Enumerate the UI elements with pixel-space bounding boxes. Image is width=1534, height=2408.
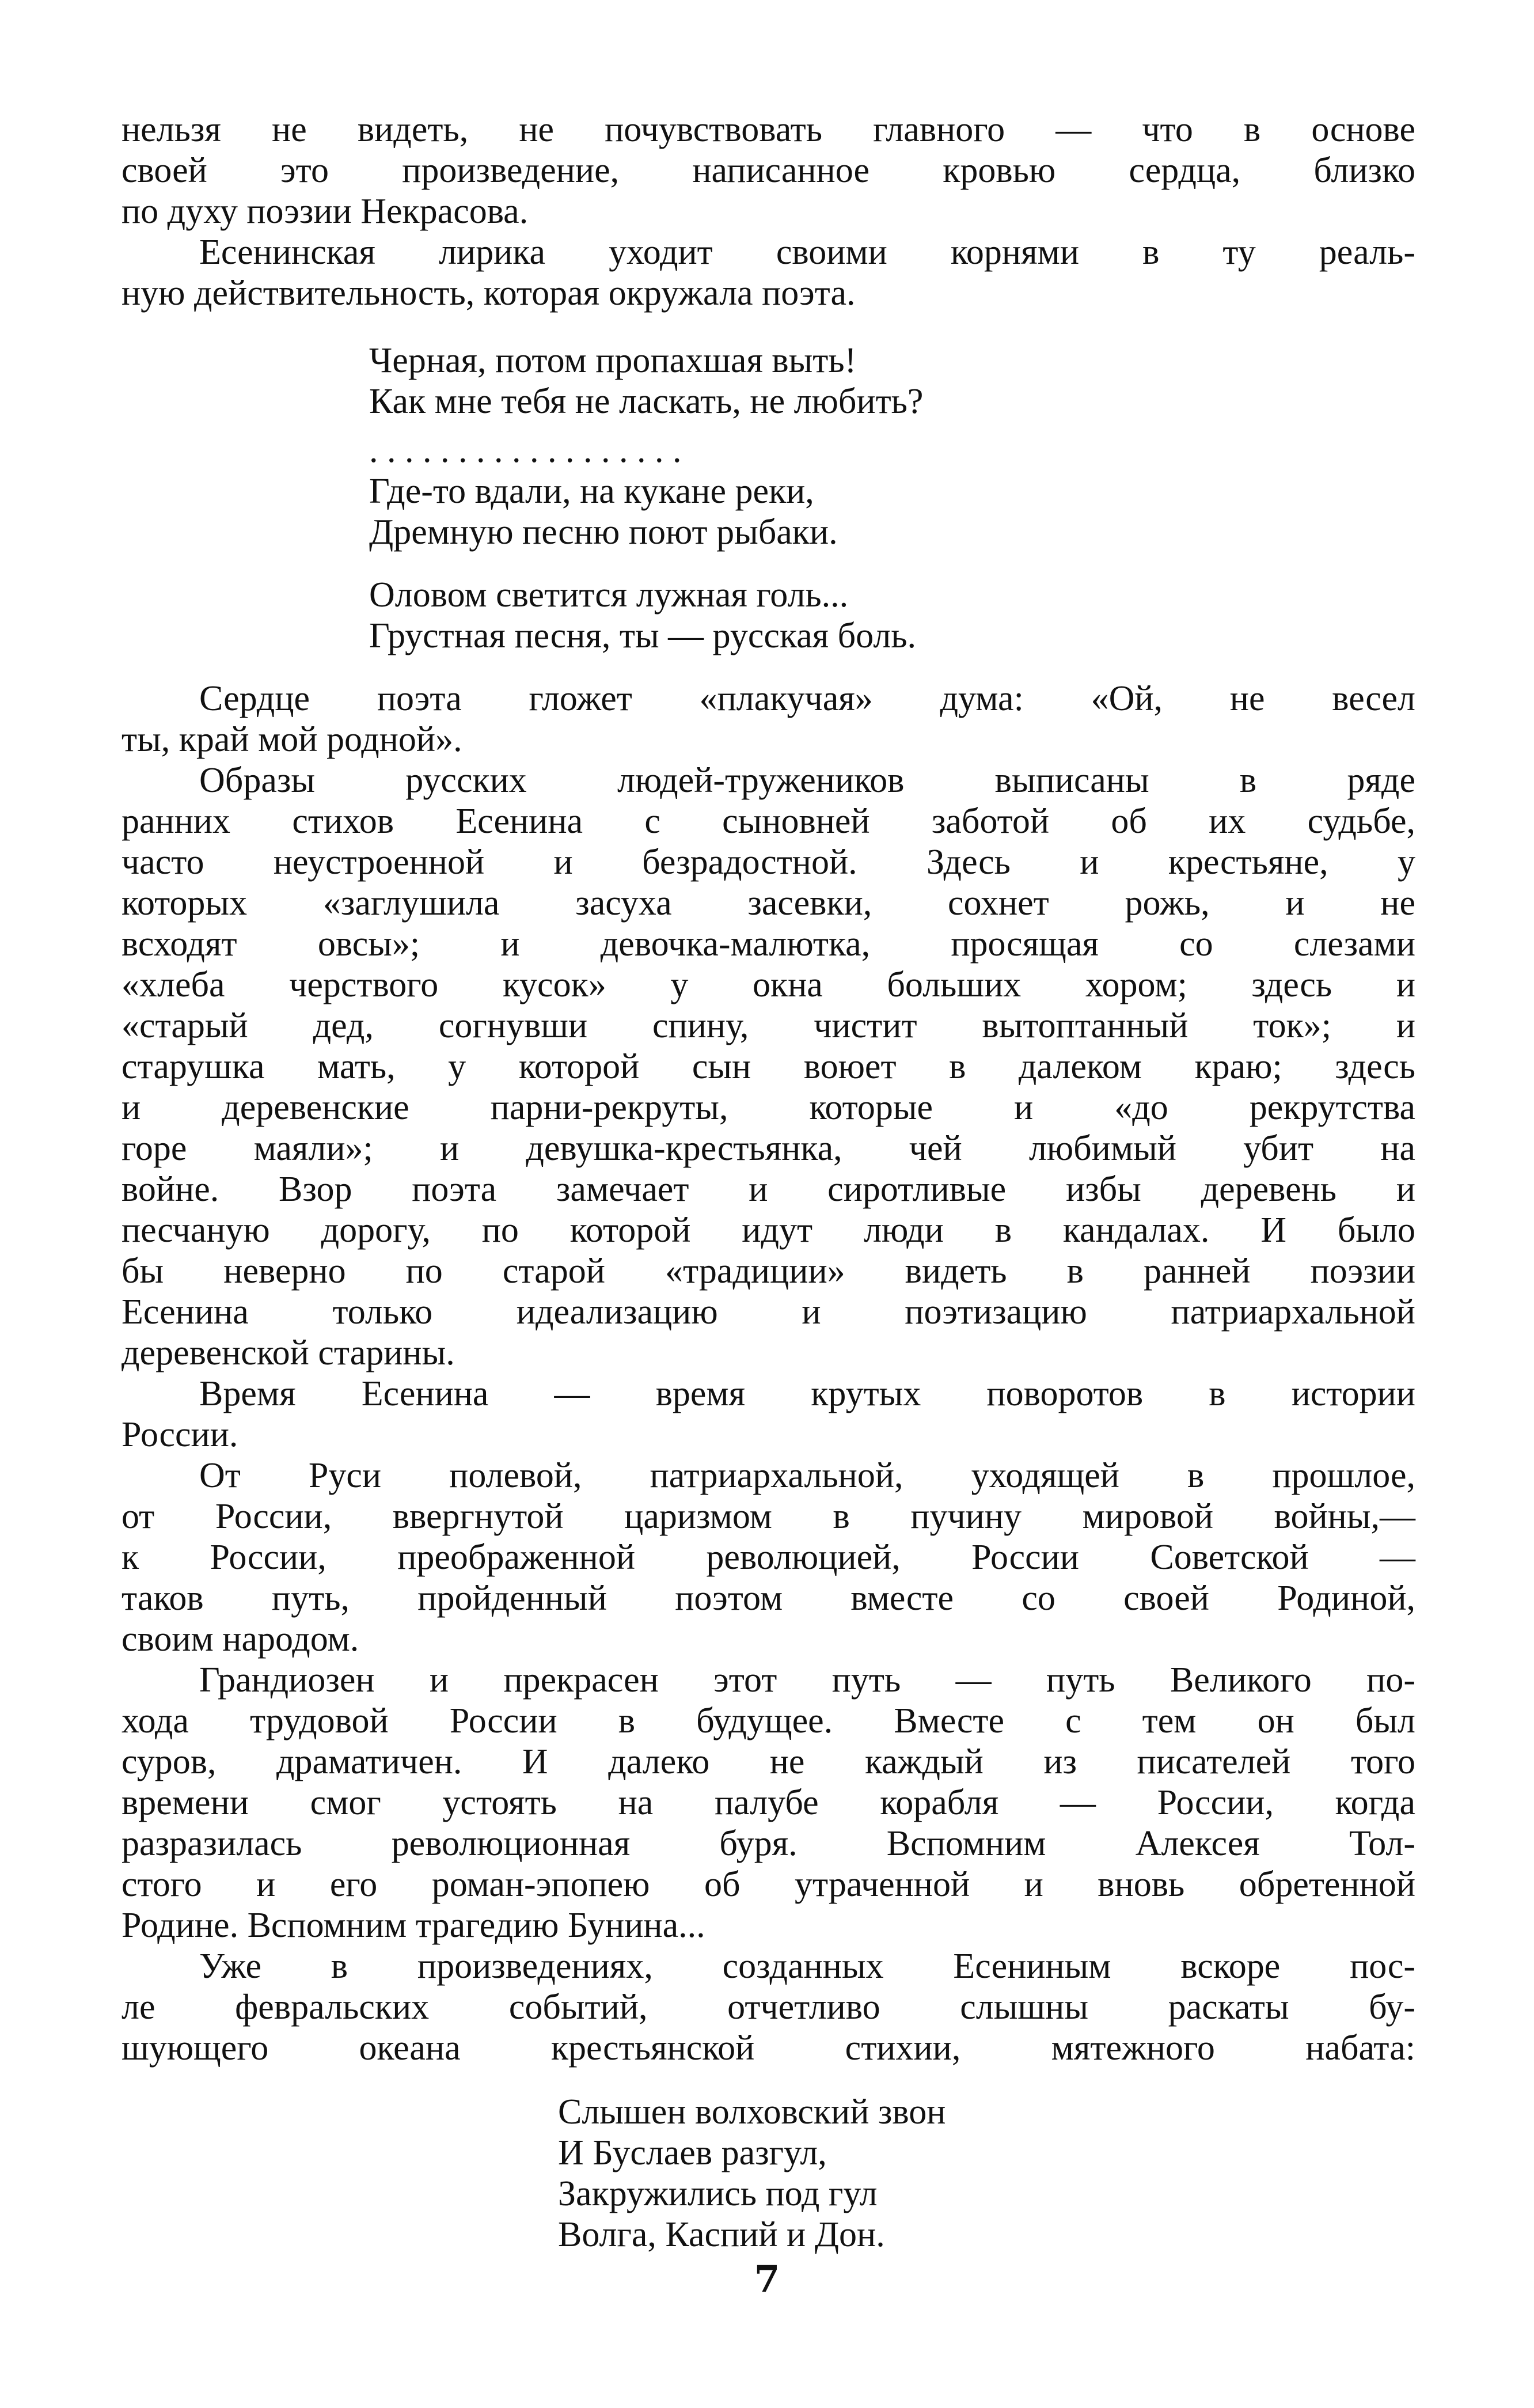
text-line: стого и его роман-эпопею об утраченной и вновь обретенной [121,1865,1415,1904]
poem-quote-1 [369,340,1415,657]
paragraph-8 [121,1946,1415,2069]
text-line: песчаную дорогу, по которой идут люди в кандалах. И было [121,1211,1415,1250]
paragraph-4 [121,760,1415,1374]
paragraph-2 [121,232,1415,314]
poem-line: Черная, потом пропахшая выть! [369,341,857,380]
text-line: всходят овсы»; и девочка-малютка, просящая со слезами [121,924,1415,964]
poem-stanza-2 [369,471,1415,553]
text-line: горе маяли»; и девушка-крестьянка, чей любимый убит на [121,1129,1415,1168]
text-line: «хлеба черствого кусок» у окна больших хором; здесь и [121,965,1415,1004]
poem-line: Дремную песню поют рыбаки. [369,513,838,552]
poem-line: Как мне тебя не ласкать, не любить? [369,382,924,421]
text-line: от России, ввергнутой царизмом в пучину мировой войны,— [121,1497,1415,1536]
text-line: войне. Взор поэта замечает и сиротливые избы деревень и [121,1170,1415,1209]
paragraph-3 [121,678,1415,760]
text-line: ты, край мой родной». [121,720,462,759]
paragraph-7 [121,1660,1415,1946]
poem-stanza-1 [369,340,1415,422]
text-line: и деревенские парни-рекруты, которые и «до рекрутства [121,1088,1415,1127]
paragraph-5 [121,1374,1415,1455]
page-number: 7 [754,2258,780,2301]
text-line: Время Есенина — время крутых поворотов в истории [199,1374,1415,1413]
text-line: хода трудовой России в будущее. Вместе с тем он был [121,1701,1415,1740]
text-line: Есенина только идеализацию и поэтизацию патриархальной [121,1292,1415,1332]
text-line: Уже в произведениях, созданных Есениным вскоре пос- [199,1947,1415,1986]
text-line: своим народом. [121,1620,359,1659]
poem-line: И Буслаев разгул, [558,2133,827,2172]
poem-line: Волга, Каспий и Дон. [558,2215,885,2254]
text-line: Образы русских людей-тружеников выписаны в ряде [199,761,1415,800]
text-line: разразилась революционная буря. Вспомним Алексея Тол- [121,1824,1415,1863]
poem-line: Слышен волховский звон [558,2092,946,2132]
text-line: нельзя не видеть, не почувствовать главного — что в основе [121,110,1415,149]
text-line: От Руси полевой, патриархальной, уходящей в прошлое, [199,1456,1415,1495]
text-line: деревенской старины. [121,1333,455,1372]
text-line: суров, драматичен. И далеко не каждый из писателей того [121,1742,1415,1781]
text-line: по духу поэзии Некрасова. [121,192,529,231]
text-line: которых «заглушила засуха засевки, сохнет рожь, и не [121,883,1415,923]
poem-stanza-3 [369,575,1415,657]
text-line: часто неустроенной и безрадостной. Здесь и крестьяне, у [121,843,1415,882]
text-line: своей это произведение, написанное кровью сердца, близко [121,151,1415,190]
text-line: старушка мать, у которой сын воюет в далеком краю; здесь [121,1047,1415,1086]
text-line: таков путь, пройденный поэтом вместе со своей Родиной, [121,1579,1415,1618]
poem-line: Закружились под гул [558,2174,878,2213]
text-line: ле февральских событий, отчетливо слышны раскаты бу- [121,1988,1415,2027]
text-line: времени смог устоять на палубе корабля — России, когда [121,1783,1415,1822]
text-line: Родине. Вспомним трагедию Бунина... [121,1906,705,1945]
poem-line: Где-то вдали, на кукане реки, [369,472,814,511]
text-line: ранних стихов Есенина с сыновней заботой об их судьбе, [121,802,1415,841]
page-body [121,109,1415,2255]
poem-quote-2 [558,2092,1415,2255]
poem-line: Оловом светится лужная голь... [369,575,849,615]
text-line: Есенинская лирика уходит своими корнями в ту реаль- [199,233,1415,272]
text-line: Грандиозен и прекрасен этот путь — путь Великого по- [199,1660,1415,1700]
text-line: России. [121,1415,238,1454]
text-line: бы неверно по старой «традиции» видеть в ранней поэзии [121,1252,1415,1291]
text-line: ную действительность, которая окружала поэта. [121,274,856,313]
paragraph-1 [121,109,1415,232]
ellipsis-dots: . . . . . . . . . . . . . . . . . . [369,431,682,470]
poem-line: Грустная песня, ты — русская боль. [369,616,917,655]
text-line: Сердце поэта гложет «плакучая» дума: «Ой, не весел [199,679,1415,718]
text-line: «старый дед, согнувши спину, чистит вытоптанный ток»; и [121,1006,1415,1045]
text-line: шующего океана крестьянской стихии, мятежного набата: [121,2028,1415,2068]
paragraph-6 [121,1455,1415,1660]
text-line: к России, преображенной революцией, России Советской — [121,1538,1415,1577]
